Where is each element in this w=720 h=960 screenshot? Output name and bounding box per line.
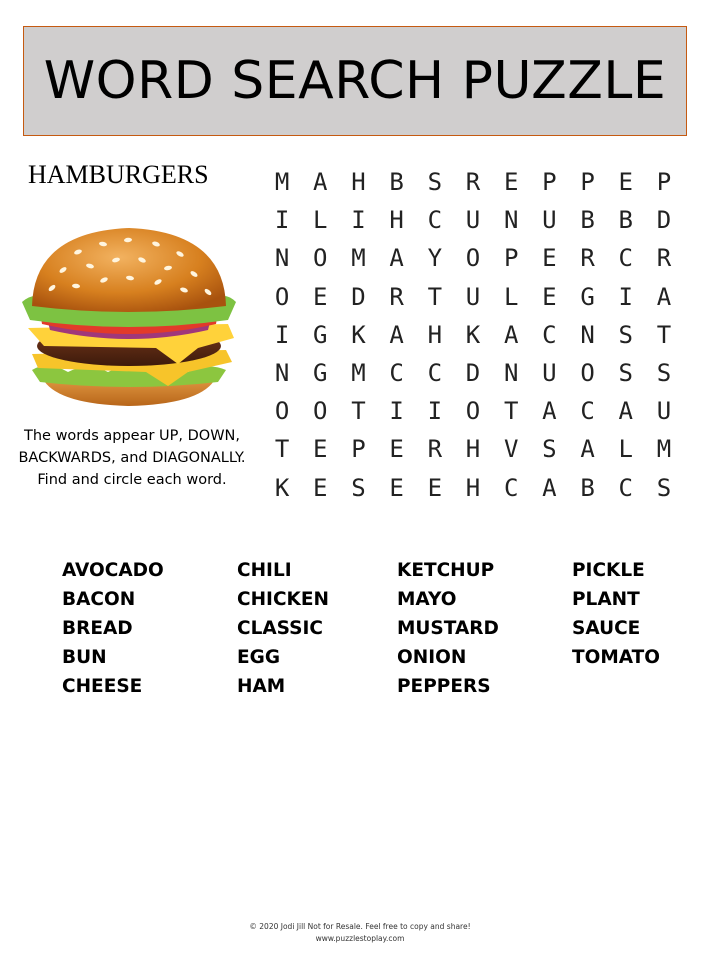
grid-letter[interactable]: P: [351, 435, 366, 464]
word-item: BUN: [62, 647, 107, 668]
word-item: BACON: [62, 589, 136, 610]
grid-row: [263, 392, 683, 430]
grid-letter[interactable]: T: [656, 320, 672, 349]
grid-letter[interactable]: P: [503, 244, 519, 273]
grid-letter[interactable]: Y: [427, 244, 443, 273]
instructions: [8, 425, 256, 491]
grid-letter[interactable]: O: [274, 397, 290, 426]
grid-letter[interactable]: K: [274, 473, 290, 502]
grid-letter[interactable]: I: [389, 397, 404, 426]
puzzle-subtitle: HAMBURGERS: [28, 160, 209, 189]
grid-letter[interactable]: H: [465, 435, 481, 464]
grid-letter[interactable]: G: [313, 320, 328, 349]
grid-letter[interactable]: R: [656, 244, 672, 273]
word-item: CHICKEN: [237, 589, 329, 610]
word-item: MUSTARD: [397, 618, 499, 639]
page-title: WORD SEARCH PUZZLE: [43, 51, 667, 111]
grid-letter[interactable]: S: [618, 320, 633, 349]
grid-letter[interactable]: A: [503, 320, 519, 349]
grid-letter[interactable]: T: [274, 435, 290, 464]
grid-letter[interactable]: S: [618, 359, 633, 388]
grid-letter[interactable]: B: [580, 473, 595, 502]
grid-letter[interactable]: H: [351, 168, 366, 197]
grid-letter[interactable]: L: [313, 206, 328, 235]
word-list: [62, 556, 692, 701]
grid-letter[interactable]: I: [274, 320, 290, 349]
grid-letter[interactable]: T: [427, 282, 443, 311]
grid-letter[interactable]: A: [389, 320, 404, 349]
word-item: PICKLE: [572, 560, 645, 581]
grid-letter[interactable]: O: [465, 397, 481, 426]
grid-letter[interactable]: A: [313, 168, 328, 197]
grid-letter[interactable]: M: [274, 168, 290, 197]
grid-letter[interactable]: M: [656, 435, 672, 464]
grid-letter[interactable]: H: [427, 320, 443, 349]
grid-letter[interactable]: T: [351, 397, 366, 426]
word-item: MAYO: [397, 589, 457, 610]
grid-letter[interactable]: N: [274, 359, 290, 388]
grid-letter[interactable]: L: [503, 282, 519, 311]
grid-letter[interactable]: D: [656, 206, 672, 235]
grid-letter[interactable]: U: [542, 206, 557, 235]
grid-letter[interactable]: S: [656, 359, 672, 388]
grid-letter[interactable]: C: [427, 206, 443, 235]
grid-letter[interactable]: A: [542, 397, 557, 426]
word-item: TOMATO: [572, 647, 660, 668]
word-item: SAUCE: [572, 618, 641, 639]
grid-letter[interactable]: P: [580, 168, 595, 197]
grid-letter[interactable]: O: [313, 397, 328, 426]
grid-letter[interactable]: A: [542, 473, 557, 502]
grid-letter[interactable]: E: [389, 435, 404, 464]
grid-letter[interactable]: N: [274, 244, 290, 273]
title-banner: [23, 26, 687, 136]
grid-letter[interactable]: A: [580, 435, 595, 464]
grid-letter[interactable]: U: [465, 282, 481, 311]
word-column: [397, 556, 572, 701]
word-column: [572, 556, 692, 701]
grid-letter[interactable]: E: [542, 244, 557, 273]
word-item: BREAD: [62, 618, 133, 639]
grid-letter[interactable]: P: [542, 168, 557, 197]
grid-row: [263, 163, 683, 201]
grid-letter[interactable]: S: [351, 473, 366, 502]
grid-letter[interactable]: U: [465, 206, 481, 235]
grid-letter[interactable]: C: [389, 359, 404, 388]
grid-letter[interactable]: U: [542, 359, 557, 388]
grid-letter[interactable]: I: [618, 282, 633, 311]
grid-letter[interactable]: I: [427, 397, 443, 426]
grid-letter[interactable]: S: [542, 435, 557, 464]
grid-letter[interactable]: S: [656, 473, 672, 502]
word-item: HAM: [237, 676, 286, 697]
grid-letter[interactable]: K: [351, 320, 366, 349]
grid-letter[interactable]: E: [542, 282, 557, 311]
grid-letter[interactable]: N: [503, 206, 519, 235]
grid-letter[interactable]: A: [618, 397, 633, 426]
grid-letter[interactable]: N: [503, 359, 519, 388]
copyright-text: © 2020 Jodi Jill Not for Resale. Feel free to copy and share!: [249, 922, 471, 931]
grid-letter[interactable]: H: [465, 473, 481, 502]
grid-letter[interactable]: O: [274, 282, 290, 311]
grid-letter[interactable]: G: [313, 359, 328, 388]
word-item: CHILI: [237, 560, 292, 581]
grid-letter[interactable]: A: [389, 244, 404, 273]
word-column: [237, 556, 397, 701]
grid-letter[interactable]: K: [465, 320, 481, 349]
grid-letter[interactable]: E: [618, 168, 633, 197]
grid-letter[interactable]: C: [580, 397, 595, 426]
grid-row: [263, 278, 683, 316]
grid-letter[interactable]: E: [313, 435, 328, 464]
instructions-line: The words appear UP, DOWN,: [24, 428, 240, 444]
grid-letter[interactable]: D: [465, 359, 481, 388]
grid-letter[interactable]: R: [465, 168, 481, 197]
word-item: KETCHUP: [397, 560, 495, 581]
grid-letter[interactable]: H: [389, 206, 404, 235]
grid-letter[interactable]: I: [351, 206, 366, 235]
grid-letter[interactable]: M: [351, 359, 366, 388]
grid-letter[interactable]: B: [618, 206, 633, 235]
grid-letter[interactable]: E: [427, 473, 443, 502]
grid-letter[interactable]: B: [389, 168, 404, 197]
word-item: ONION: [397, 647, 467, 668]
grid-row: [263, 354, 683, 392]
grid-letter[interactable]: P: [656, 168, 672, 197]
instructions-line: BACKWARDS, and DIAGONALLY.: [18, 450, 246, 466]
grid-letter[interactable]: L: [618, 435, 633, 464]
grid-letter[interactable]: D: [351, 282, 366, 311]
grid-letter[interactable]: E: [389, 473, 404, 502]
grid-letter[interactable]: R: [580, 244, 595, 273]
word-column: [62, 556, 237, 701]
word-item: PLANT: [572, 589, 640, 610]
grid-letter[interactable]: C: [427, 359, 443, 388]
website-text: www.puzzlestoplay.com: [315, 934, 405, 943]
grid-letter[interactable]: T: [503, 397, 519, 426]
grid-letter[interactable]: R: [389, 282, 404, 311]
word-item: PEPPERS: [397, 676, 491, 697]
grid-row: [263, 201, 683, 239]
grid-letter[interactable]: O: [465, 244, 481, 273]
grid-letter[interactable]: M: [351, 244, 366, 273]
grid-row: [263, 239, 683, 277]
grid-letter[interactable]: E: [503, 168, 519, 197]
grid-row: [263, 469, 683, 507]
grid-letter[interactable]: A: [656, 282, 672, 311]
grid-letter[interactable]: E: [313, 282, 328, 311]
grid-row: [263, 430, 683, 468]
word-item: CLASSIC: [237, 618, 323, 639]
grid-letter[interactable]: C: [618, 244, 633, 273]
word-item: AVOCADO: [62, 560, 164, 581]
grid-letter[interactable]: C: [503, 473, 519, 502]
grid-letter[interactable]: O: [580, 359, 595, 388]
grid-letter[interactable]: O: [313, 244, 328, 273]
grid-letter[interactable]: E: [313, 473, 328, 502]
grid-letter[interactable]: B: [580, 206, 595, 235]
letter-grid: [263, 163, 683, 507]
word-item: EGG: [237, 647, 281, 668]
grid-letter[interactable]: G: [580, 282, 595, 311]
hamburger-icon: [18, 222, 240, 412]
word-item: CHEESE: [62, 676, 143, 697]
grid-letter[interactable]: V: [503, 435, 519, 464]
grid-letter[interactable]: I: [274, 206, 290, 235]
instructions-line: Find and circle each word.: [37, 472, 227, 488]
grid-letter[interactable]: S: [427, 168, 443, 197]
grid-letter[interactable]: R: [427, 435, 443, 464]
grid-letter[interactable]: C: [542, 320, 557, 349]
grid-letter[interactable]: U: [656, 397, 672, 426]
grid-letter[interactable]: C: [618, 473, 633, 502]
grid-letter[interactable]: N: [580, 320, 595, 349]
grid-row: [263, 316, 683, 354]
